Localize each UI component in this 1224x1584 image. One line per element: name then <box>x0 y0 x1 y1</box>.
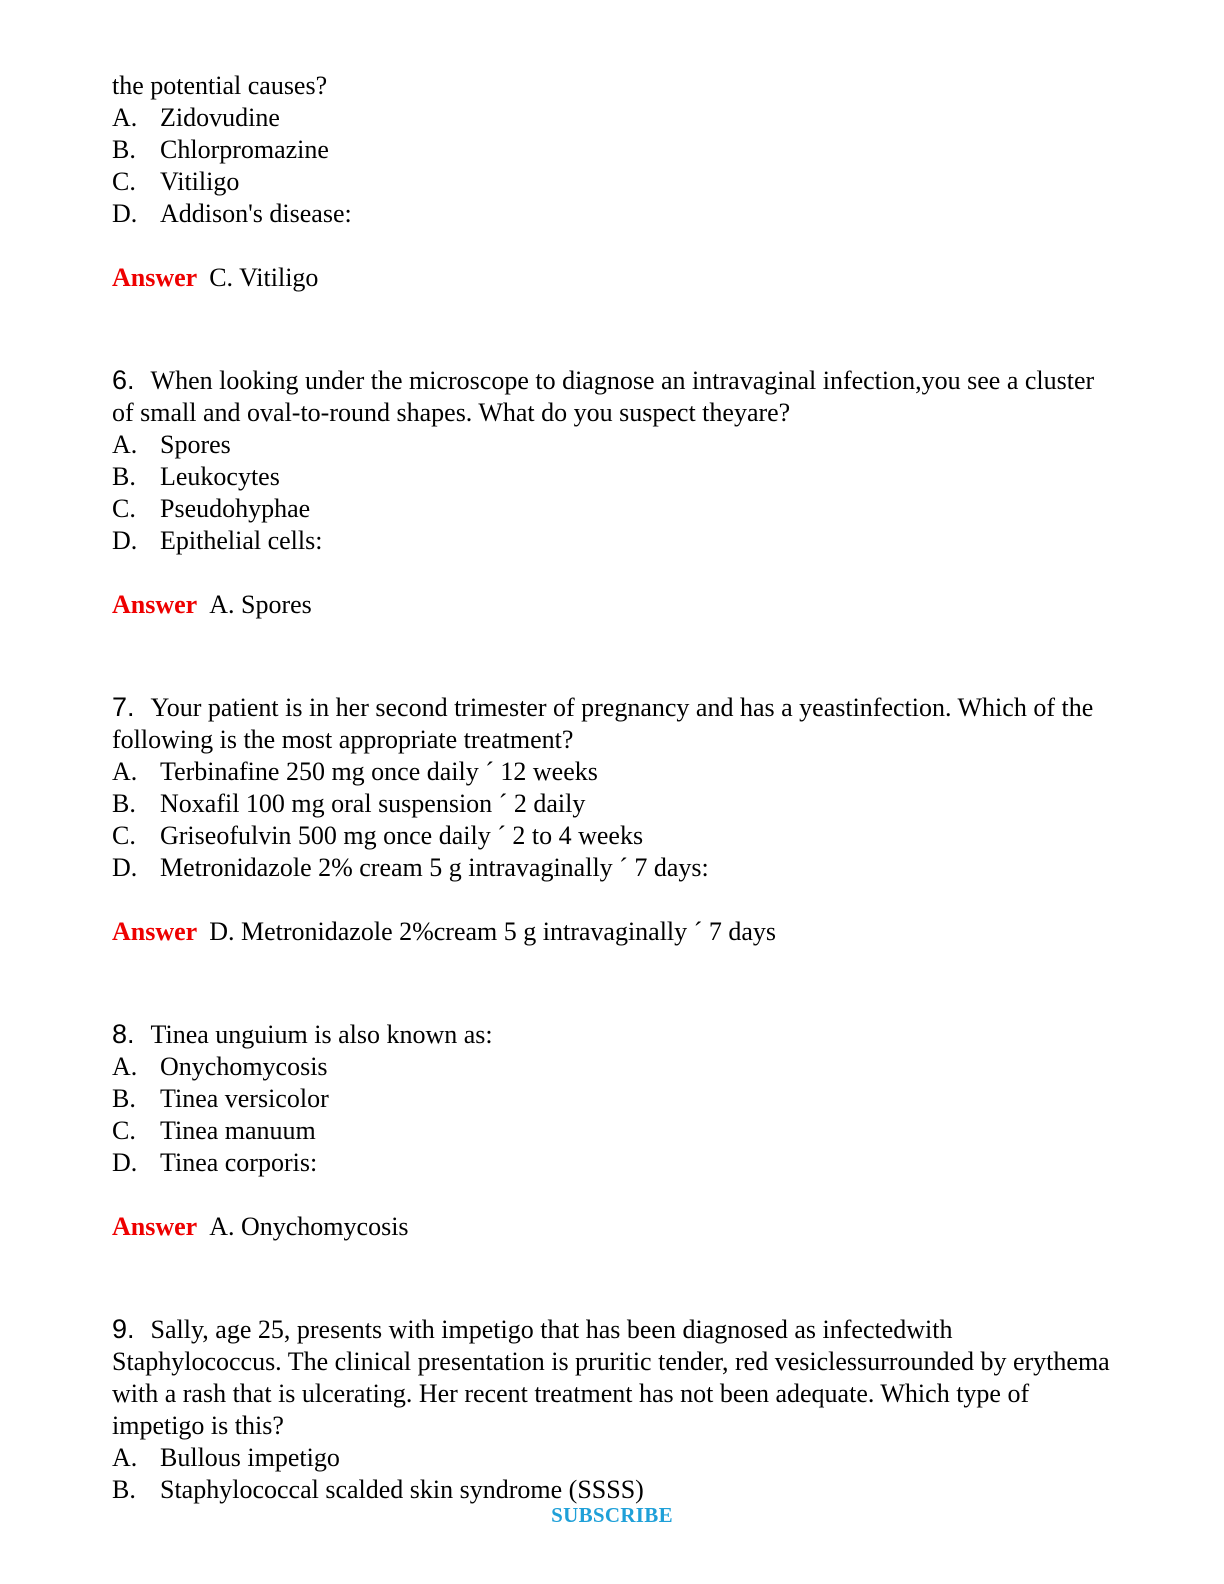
question-number: 6. <box>112 365 135 395</box>
answer-line <box>112 589 1122 621</box>
option-d: D. Metronidazole 2% cream 5 g intravaginally ´ 7 days: <box>112 853 709 882</box>
answer-label: Answer <box>112 263 198 292</box>
question-number: 9. <box>112 1314 135 1344</box>
option-b: B. Leukocytes <box>112 462 280 491</box>
option-a: A. Spores <box>112 430 231 459</box>
option-d: D. Addison's disease: <box>112 199 352 228</box>
answer-line <box>112 916 1122 948</box>
option-c: C. Vitiligo <box>112 167 240 196</box>
question-text: When looking under the microscope to diagnose an intravaginal infection,you see a cluster of small and oval-to-round shapes. What do you suspect theyare? <box>112 366 1095 427</box>
option-c: C. Tinea manuum <box>112 1116 316 1145</box>
question-7 <box>112 691 1122 948</box>
answer-line <box>112 1211 1122 1243</box>
option-a: A. Onychomycosis <box>112 1052 328 1081</box>
answer-line <box>112 262 1122 294</box>
answer-value: A. Spores <box>209 590 312 619</box>
subscribe-link[interactable]: SUBSCRIBE <box>551 1503 673 1527</box>
option-d: D. Epithelial cells: <box>112 526 323 555</box>
answer-value: D. Metronidazole 2%cream 5 g intravaginally ´ 7 days <box>209 917 776 946</box>
answer-value: A. Onychomycosis <box>209 1212 409 1241</box>
option-c: C. Pseudohyphae <box>112 494 311 523</box>
document-page <box>112 70 1122 1506</box>
answer-label: Answer <box>112 917 198 946</box>
question-text: Tinea unguium is also known as: <box>150 1020 493 1049</box>
option-c: C. Griseofulvin 500 mg once daily ´ 2 to 4 weeks <box>112 821 644 850</box>
option-d: D. Tinea corporis: <box>112 1148 318 1177</box>
question-text: Your patient is in her second trimester of pregnancy and has a yeastinfection. Which of the following is the most appropriate treatment? <box>112 693 1094 754</box>
option-a: A. Bullous impetigo <box>112 1443 340 1472</box>
question-number: 7. <box>112 692 135 722</box>
question-text: Sally, age 25, presents with impetigo that has been diagnosed as infectedwith Staphylococcus. The clinical presentation is pruritic tender, red vesiclessurrounded by erythema with a rash that is ulcerating. Her recent treatment has not been adequate. Which type of impetigo is this? <box>112 1315 1110 1440</box>
question-9 <box>112 1313 1122 1506</box>
question-5-continuation <box>112 70 1122 294</box>
question-number: 8. <box>112 1019 135 1049</box>
question-6 <box>112 364 1122 621</box>
option-a: A. Terbinafine 250 mg once daily ´ 12 weeks <box>112 757 598 786</box>
question-text: the potential causes? <box>112 71 328 100</box>
option-b: B. Tinea versicolor <box>112 1084 329 1113</box>
option-b: B. Staphylococcal scalded skin syndrome (SSSS) <box>112 1475 644 1504</box>
option-b: B. Noxafil 100 mg oral suspension ´ 2 daily <box>112 789 586 818</box>
answer-value: C. Vitiligo <box>209 263 319 292</box>
option-a: A. Zidovudine <box>112 103 280 132</box>
question-8 <box>112 1018 1122 1243</box>
answer-label: Answer <box>112 1212 198 1241</box>
option-b: B. Chlorpromazine <box>112 135 329 164</box>
answer-label: Answer <box>112 590 198 619</box>
